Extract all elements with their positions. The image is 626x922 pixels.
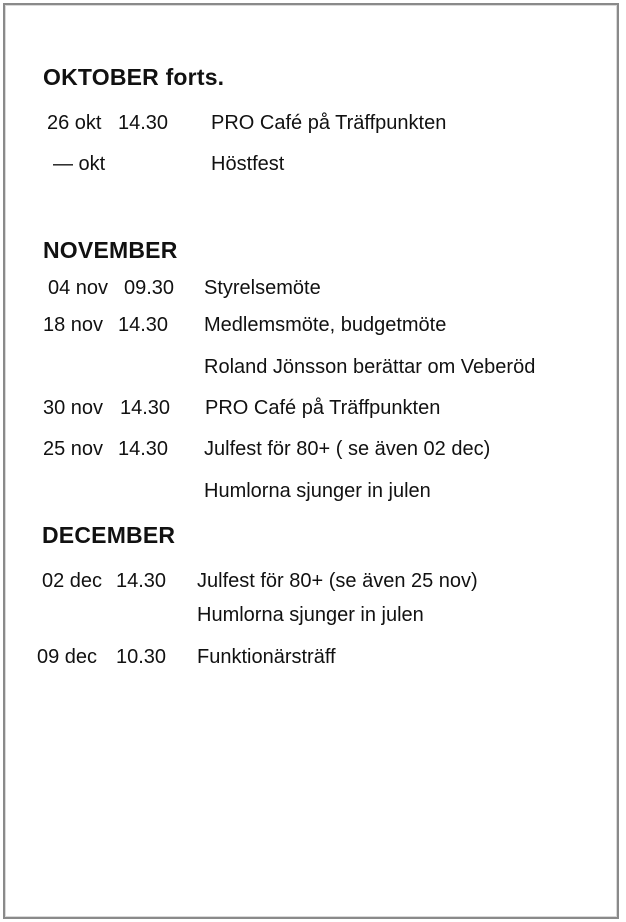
- event-description: Funktionärsträff: [197, 646, 336, 668]
- event-date: 30 nov: [43, 397, 104, 419]
- section-heading-december: DECEMBER: [42, 522, 176, 548]
- event-description: Höstfest: [211, 153, 285, 175]
- page-frame: [3, 3, 619, 919]
- event-description: PRO Café på Träffpunkten: [205, 397, 441, 419]
- event-description: Medlemsmöte, budgetmöte: [204, 314, 447, 336]
- event-time: 14.30: [118, 314, 169, 336]
- event-description: Julfest för 80+ (se även 25 nov): [197, 570, 478, 592]
- event-description: Humlorna sjunger in julen: [197, 604, 424, 626]
- event-description: Julfest för 80+ ( se även 02 dec): [204, 438, 491, 460]
- event-time: 14.30: [120, 397, 171, 419]
- event-description: Roland Jönsson berättar om Veberöd: [204, 356, 536, 378]
- event-description: Styrelsemöte: [204, 277, 321, 299]
- event-time: 10.30: [116, 646, 167, 668]
- event-time: 09.30: [124, 277, 175, 299]
- event-date: 02 dec: [42, 570, 103, 592]
- event-date: 26 okt: [47, 112, 102, 134]
- event-date: 25 nov: [43, 438, 104, 460]
- section-heading-november: NOVEMBER: [43, 237, 178, 263]
- event-time: 14.30: [116, 570, 167, 592]
- event-date: — okt: [53, 153, 106, 175]
- event-time: 14.30: [118, 112, 169, 134]
- event-date: 04 nov: [48, 277, 109, 299]
- event-description: Humlorna sjunger in julen: [204, 480, 431, 502]
- event-description: PRO Café på Träffpunkten: [211, 112, 447, 134]
- section-heading-oktober: OKTOBER forts.: [43, 64, 225, 90]
- event-date: 09 dec: [37, 646, 98, 668]
- event-date: 18 nov: [43, 314, 104, 336]
- event-time: 14.30: [118, 438, 169, 460]
